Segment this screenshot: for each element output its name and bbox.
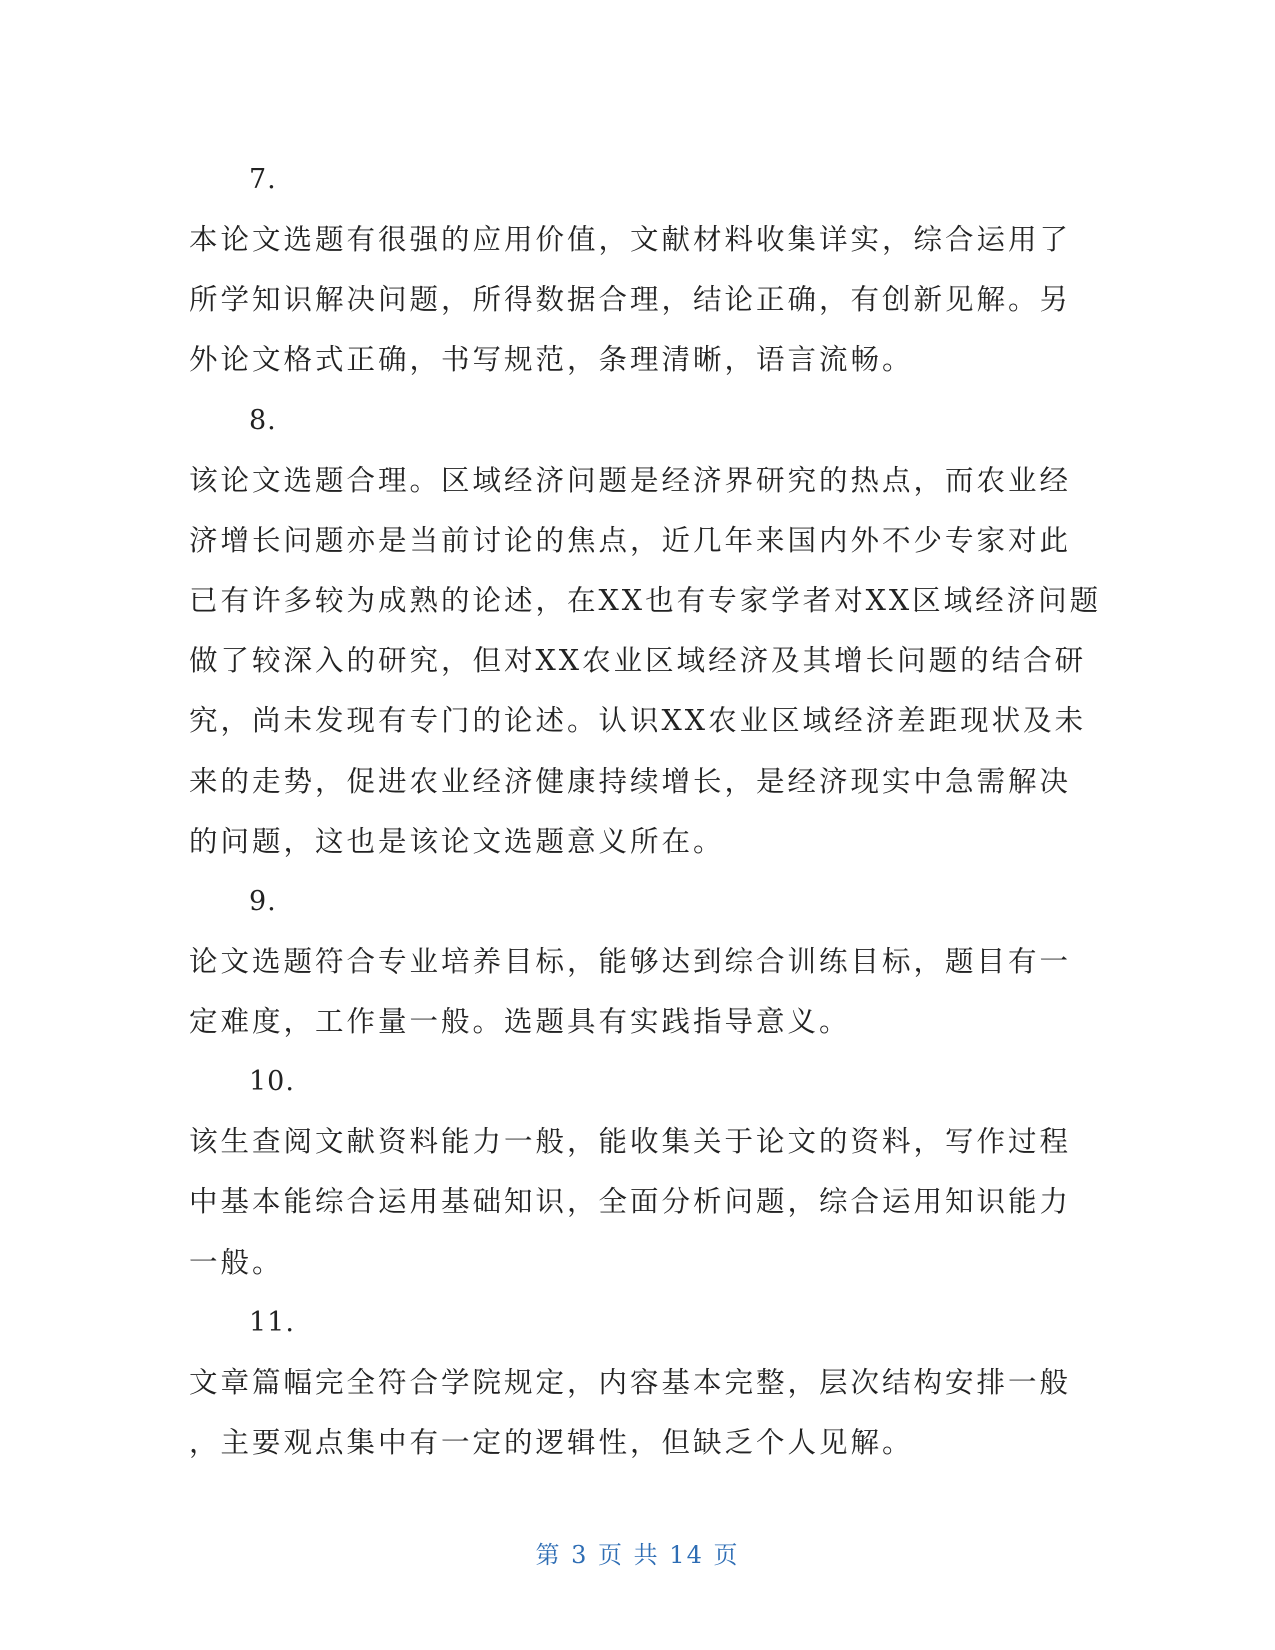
paragraph-line: 已有许多较为成熟的论述，在XX也有专家学者对XX区域经济问题	[189, 583, 1102, 617]
section-number: 7.	[249, 164, 277, 195]
paragraph-line: 论文选题符合专业培养目标，能够达到综合训练目标，题目有一	[189, 944, 1072, 978]
paragraph-line: 文章篇幅完全符合学院规定，内容基本完整，层次结构安排一般	[189, 1365, 1072, 1399]
paragraph-line: 一般。	[189, 1245, 284, 1279]
paragraph-line: 济增长问题亦是当前讨论的焦点，近几年来国内外不少专家对此	[189, 523, 1072, 557]
paragraph-line: 外论文格式正确，书写规范，条理清晰，语言流畅。	[189, 343, 914, 377]
section-number: 9.	[249, 885, 277, 917]
section-paragraph	[189, 451, 1102, 872]
paragraph-line: 做了较深入的研究，但对XX农业区域经济及其增长问题的结合研	[189, 644, 1087, 678]
section-paragraph	[189, 210, 1072, 391]
section-paragraph	[189, 1353, 1072, 1473]
paragraph-line: 该论文选题合理。区域经济问题是经济界研究的热点，而农业经	[189, 463, 1072, 497]
section-8	[189, 391, 1102, 872]
page-number-footer: 第 3 页 共 14 页	[535, 1541, 740, 1569]
section-number: 10.	[249, 1066, 295, 1098]
section-paragraph	[189, 1112, 1072, 1293]
section-11	[189, 1293, 1072, 1473]
section-paragraph	[189, 932, 1072, 1052]
document-body	[189, 150, 1102, 1473]
paragraph-line: 所学知识解决问题，所得数据合理，结论正确，有创新见解。另	[189, 283, 1072, 317]
section-7	[189, 150, 1072, 391]
paragraph-line: 本论文选题有很强的应用价值，文献材料收集详实，综合运用了	[189, 223, 1072, 256]
paragraph-line: ，主要观点集中有一定的逻辑性，但缺乏个人见解。	[189, 1426, 914, 1459]
paragraph-line: 究，尚未发现有专门的论述。认识XX农业区域经济差距现状及未	[189, 704, 1087, 738]
section-number: 11.	[249, 1306, 295, 1338]
section-number: 8.	[249, 404, 277, 436]
paragraph-line: 来的走势，促进农业经济健康持续增长，是经济现实中急需解决	[189, 764, 1072, 798]
paragraph-line: 该生查阅文献资料能力一般，能收集关于论文的资料，写作过程	[189, 1125, 1072, 1159]
paragraph-line: 中基本能综合运用基础知识，全面分析问题，综合运用知识能力	[189, 1185, 1072, 1219]
paragraph-line: 的问题，这也是该论文选题意义所在。	[189, 824, 725, 858]
section-10	[189, 1052, 1072, 1293]
section-9	[189, 872, 1072, 1052]
paragraph-line: 定难度，工作量一般。选题具有实践指导意义。	[189, 1005, 851, 1039]
